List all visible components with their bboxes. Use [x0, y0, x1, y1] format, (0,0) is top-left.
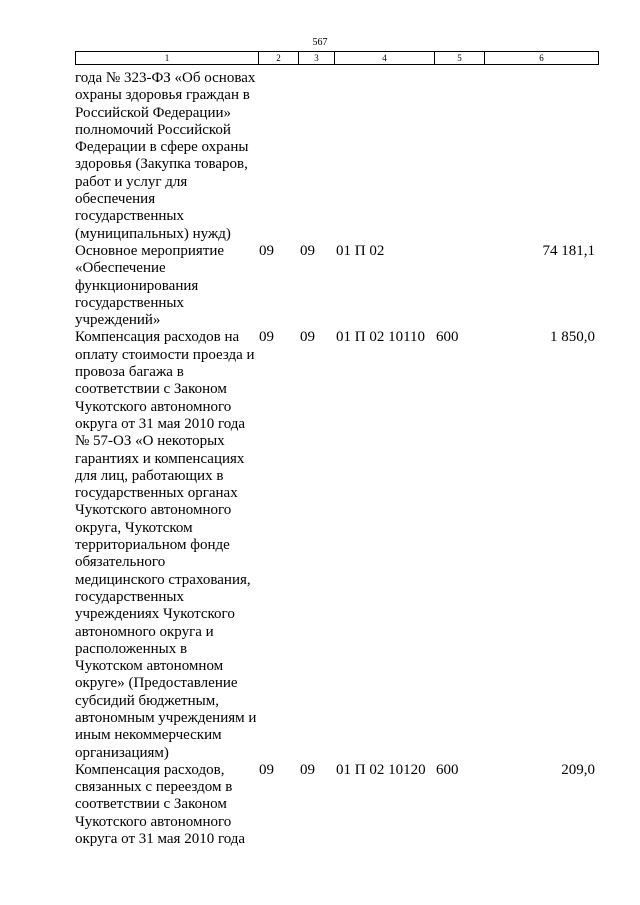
table-row	[75, 243, 600, 329]
row-amount: 209,0	[561, 761, 595, 778]
row-amount: 74 181,1	[542, 242, 595, 259]
table-body	[75, 70, 600, 848]
row-target-article: 01 П 02 10110	[336, 329, 426, 346]
header-col-2: 2	[259, 52, 299, 65]
page-number: 567	[312, 37, 328, 48]
row-subsection: 09	[300, 329, 315, 346]
header-col-6: 6	[485, 52, 599, 65]
table-header	[75, 51, 599, 65]
row-name: Компенсация расходов, связанных с переездом в соответствии с Законом Чукотского автономного округа от 31 мая 2010 года	[75, 761, 246, 848]
row-expense-type: 600	[436, 329, 459, 346]
row-name: Основное мероприятие «Обеспечение функционирования государственных учреждений»	[75, 242, 225, 329]
table-row	[75, 762, 600, 848]
table-row	[75, 70, 600, 243]
header-col-5: 5	[435, 52, 485, 65]
row-name: года № 323-ФЗ «Об основах охраны здоровья граждан в Российской Федерации» полномочий Российской Федерации в сфере охраны здоровья (Закупка товаров, работ и услуг для обеспечения государственных (муниципальных) нужд)	[75, 70, 256, 242]
row-subsection: 09	[300, 761, 315, 778]
row-subsection: 09	[300, 242, 315, 259]
row-amount: 1 850,0	[550, 329, 595, 346]
row-expense-type: 600	[436, 761, 459, 778]
row-name: Компенсация расходов на оплату стоимости проезда и провоза багажа в соответствии с Законом Чукотского автономного округа от 31 мая 2010 года № 57-ОЗ «О некоторых гарантиях и компенсациях для лиц, работающих в государственных органах Чукотского автономного округа, Чукотском территориальном фонде обязательного медицинского страхования, государственных учреждениях Чукотского автономного округа и расположенных в Чукотском автономном округе» (Предоставление субсидий бюджетным, автономным учреждениям и иным некоммерческим организациям)	[75, 329, 257, 761]
row-target-article: 01 П 02 10120	[336, 761, 426, 778]
header-col-1: 1	[76, 52, 259, 65]
header-col-4: 4	[335, 52, 435, 65]
table-row	[75, 329, 600, 761]
row-section: 09	[259, 329, 274, 346]
row-section: 09	[259, 761, 274, 778]
header-col-3: 3	[299, 52, 335, 65]
row-target-article: 01 П 02	[336, 242, 385, 259]
row-section: 09	[259, 242, 274, 259]
